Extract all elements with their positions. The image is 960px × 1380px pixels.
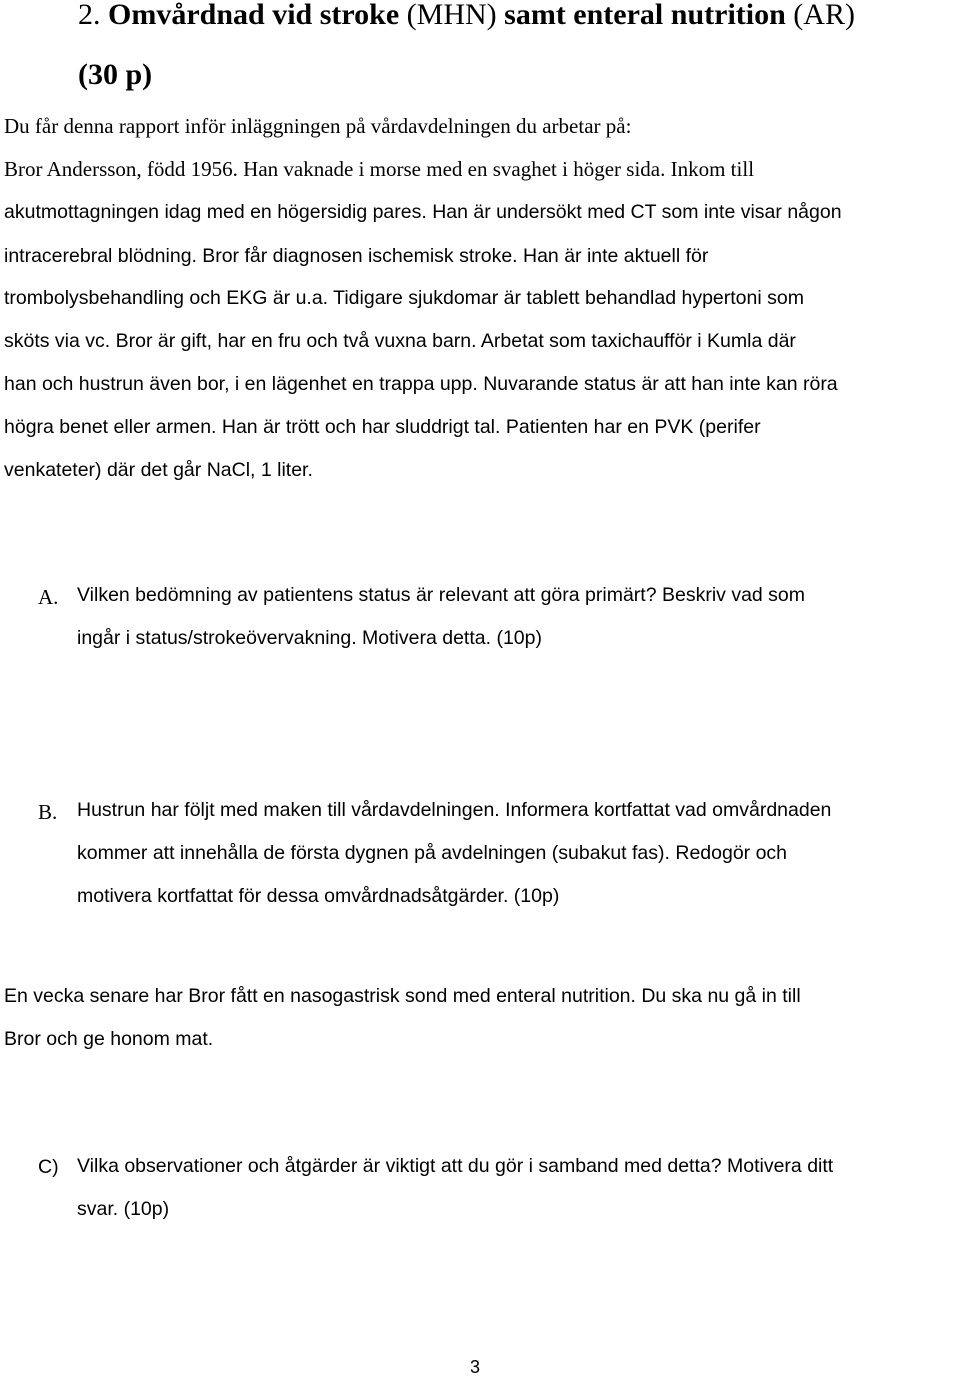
report-line-part: Bror får diagnosen ischemisk stroke. Han är inte aktuell för [202, 245, 709, 267]
report-line: Bror Andersson, född 1956. Han vaknade i morse med en svaghet i höger sida. Inkom till [4, 157, 755, 181]
page-number: 3 [470, 1357, 481, 1377]
question-label: C) [38, 1156, 59, 1178]
question-text [77, 1156, 833, 1242]
scenario-line: En vecka senare har Bror fått en nasogastrisk sond med enteral nutrition. Du ska nu gå in till [4, 985, 801, 1007]
heading-topic-nutrition: samt enteral nutrition [504, 0, 786, 31]
report-line: venkateter) där det går NaCl, 1 liter. [4, 459, 313, 481]
scenario-line: Bror och ge honom mat. [4, 1028, 214, 1050]
report-line: akutmottagningen idag med en högersidig pares. Han är undersökt med CT som inte visar någon [4, 201, 842, 223]
question-label: B. [38, 800, 58, 824]
question-line: ingår i status/strokeövervakning. Motivera detta. (10p) [77, 627, 542, 649]
section-heading [78, 0, 855, 30]
question-text [77, 800, 831, 929]
section-number: 2. [78, 0, 101, 31]
scenario-text [4, 986, 801, 1072]
report-line: han och hustrun även bor, i en lägenhet en trappa upp. Nuvarande status är att han inte kan röra [4, 373, 838, 395]
question-line: motivera kortfattat för dessa omvårdnadsåtgärder. (10p) [77, 885, 560, 907]
question-line: Vilka observationer och åtgärder är viktigt att du gör i samband med detta? Motivera ditt [77, 1155, 834, 1177]
question-line: kommer att innehålla de första dygnen på avdelningen (subakut fas). Redogör och [77, 842, 788, 864]
question-line: Hustrun har följt med maken till vårdavdelningen. Informera kortfattat vad omvårdnaden [77, 799, 832, 821]
question-line: svar. (10p) [77, 1198, 170, 1220]
question-line: Vilken bedömning av patientens status är relevant att göra primärt? Beskriv vad som [77, 584, 806, 606]
patient-report [4, 159, 842, 503]
heading-author-ar: (AR) [793, 0, 855, 31]
heading-topic-stroke: Omvårdnad vid stroke [108, 0, 400, 31]
report-line: högra benet eller armen. Han är trött och har sluddrigt tal. Patienten har en PVK (perifer [4, 416, 761, 438]
heading-author-mhn: (MHN) [406, 0, 497, 31]
report-line-part: intracerebral blödning. [4, 245, 197, 267]
report-line: sköts via vc. Bror är gift, har en fru och två vuxna barn. Arbetat som taxichaufför i Kumla där [4, 330, 796, 352]
report-line [4, 245, 842, 288]
intro-text: Du får denna rapport inför inläggningen på vårdavdelningen du arbetar på: [4, 114, 632, 138]
question-text [77, 585, 805, 671]
question-label: A. [38, 585, 59, 609]
report-line: trombolysbehandling och EKG är u.a. Tidigare sjukdomar är tablett behandlad hypertoni som [4, 287, 804, 309]
section-points: (30 p) [78, 58, 153, 91]
